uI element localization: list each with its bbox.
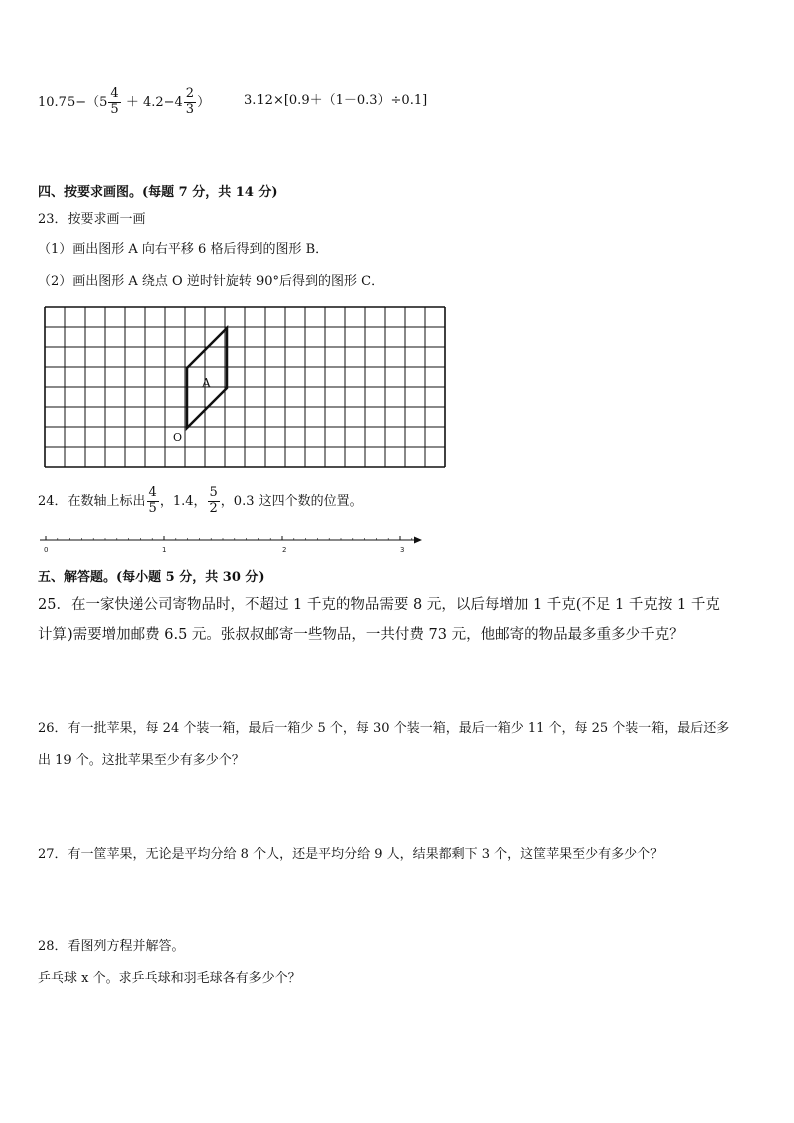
arrow-icon bbox=[414, 537, 422, 544]
axis-label-0: 0 bbox=[44, 546, 49, 554]
section-5-title: 五、解答题。(每小题 5 分，共 30 分) bbox=[38, 570, 265, 585]
frac-numerator: 5 bbox=[209, 485, 218, 500]
q26-line1: 26．有一批苹果，每 24 个装一箱，最后一箱少 5 个，每 30 个装一箱，最后一箱少 11 个，每 25 个装一箱，最后还多 bbox=[38, 721, 730, 736]
q23-part2: （2）画出图形 A 绕点 O 逆时针旋转 90°后得到的图形 C． bbox=[38, 274, 385, 289]
frac-denominator: 3 bbox=[185, 101, 195, 117]
expr1-mid: ＋ 4.2−4 bbox=[125, 94, 183, 110]
q25-line1: 25．在一家快递公司寄物品时，不超过 1 千克的物品需要 8 元，以后每增加 1 千克(不足 1 千克按 1 千克 bbox=[38, 597, 720, 613]
q28-title: 28．看图列方程并解答。 bbox=[38, 939, 185, 954]
q24-text bbox=[38, 486, 363, 517]
frac-numerator: 4 bbox=[110, 86, 119, 101]
grid-lines bbox=[45, 307, 445, 467]
frac-denominator: 2 bbox=[209, 500, 218, 516]
axis-label-3: 3 bbox=[400, 546, 405, 554]
fraction-2-3 bbox=[184, 87, 196, 118]
grid-figure bbox=[40, 302, 450, 474]
section-4-title: 四、按要求画图。(每题 7 分，共 14 分) bbox=[38, 185, 278, 200]
q24-sep1: ，1.4， bbox=[159, 493, 207, 509]
expr1-suffix: ） bbox=[197, 94, 211, 110]
frac-denominator: 5 bbox=[148, 500, 157, 516]
q24-suffix: ，0.3 这四个数的位置。 bbox=[220, 493, 363, 509]
q24-prefix: 24．在数轴上标出 bbox=[38, 493, 146, 509]
expr1-prefix: 10.75−（5 bbox=[38, 94, 108, 110]
frac-denominator: 5 bbox=[110, 101, 119, 117]
q23-part1: （1）画出图形 A 向右平移 6 格后得到的图形 B． bbox=[38, 242, 329, 257]
q25-line2: 计算)需要增加邮费 6.5 元。张叔叔邮寄一些物品，一共付费 73 元，他邮寄的物品最多重多少千克？ bbox=[38, 627, 684, 643]
shape-a-label: A bbox=[202, 376, 211, 390]
q23-title: 23．按要求画一画 bbox=[38, 212, 146, 227]
point-o-label: O bbox=[173, 431, 183, 444]
q27-line1: 27．有一筐苹果，无论是平均分给 8 个人，还是平均分给 9 人，结果都剩下 3 个，这筐苹果至少有多少个？ bbox=[38, 847, 664, 862]
number-line bbox=[36, 532, 426, 558]
q28-line1: 乒乓球 x 个。求乒乓球和羽毛球各有多少个？ bbox=[38, 971, 301, 986]
axis-label-1: 1 bbox=[162, 546, 167, 554]
q26-line2: 出 19 个。这批苹果至少有多少个？ bbox=[38, 753, 245, 768]
fraction-4-5 bbox=[108, 87, 120, 118]
axis-ticks bbox=[46, 536, 412, 540]
fraction-4-5 bbox=[147, 486, 159, 517]
frac-numerator: 2 bbox=[185, 86, 195, 101]
frac-numerator: 4 bbox=[148, 485, 157, 500]
calc-expression-1 bbox=[38, 87, 210, 118]
fraction-5-2 bbox=[208, 486, 220, 517]
axis-label-2: 2 bbox=[282, 546, 287, 554]
calc-expression-2: 3.12×[0.9＋（1－0.3）÷0.1] bbox=[244, 93, 428, 108]
